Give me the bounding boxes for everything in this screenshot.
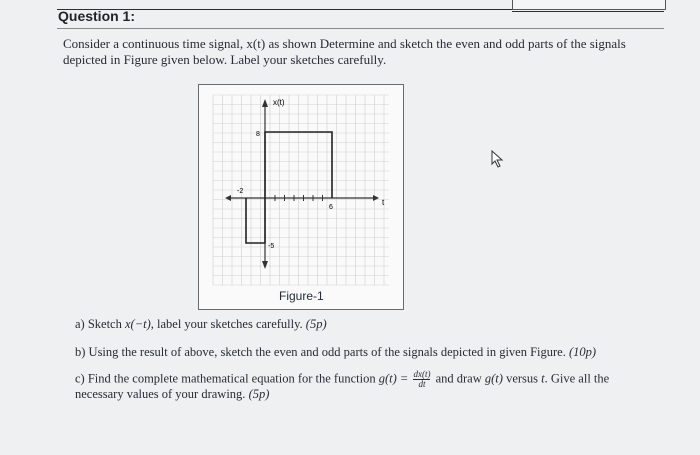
x-axis-label: t xyxy=(382,198,385,207)
fraction-numerator: dx(t) xyxy=(413,369,431,379)
title-divider xyxy=(57,28,664,29)
mouse-cursor-icon xyxy=(490,150,504,168)
item-a xyxy=(75,316,665,332)
y-axis-arrow-down xyxy=(262,261,268,269)
item-c-middle: and draw xyxy=(432,371,485,386)
tick-label-x-pos: 6 xyxy=(329,204,333,211)
top-rule-right xyxy=(512,11,664,12)
x-axis-arrow-right xyxy=(373,195,379,201)
item-c-points: (5p) xyxy=(248,387,270,401)
item-c-prefix: c) Find the complete mathematical equation for the function xyxy=(75,371,379,386)
item-a-math: x(−t) xyxy=(124,317,151,331)
tick-label-x-neg: -2 xyxy=(237,188,244,195)
tick-label-y-neg: -5 xyxy=(268,243,275,250)
item-a-prefix: a) Sketch xyxy=(75,317,125,331)
item-c-line2-text: necessary values of your drawing. xyxy=(75,387,249,401)
item-c-math3: t xyxy=(541,371,545,386)
item-b-text: b) Using the result of above, sketch the even and odd parts of the signals depicted in given Figure. xyxy=(75,345,569,359)
tick-label-y-pos: 8 xyxy=(256,131,260,138)
question-intro: Consider a continuous time signal, x(t) as shown Determine and sketch the even and odd parts of the signals depicted in Figure given below. Label your sketches carefully. xyxy=(63,36,626,67)
item-b-points: (10p) xyxy=(568,345,597,359)
signal-plot xyxy=(199,85,403,309)
item-c-end: . Give all the xyxy=(544,371,610,386)
item-c-math2: g(t) xyxy=(484,371,503,386)
item-c-versus: versus xyxy=(502,371,542,386)
item-c-line2 xyxy=(75,386,665,402)
item-b xyxy=(75,344,665,360)
y-axis-label: x(t) xyxy=(273,98,285,107)
question-title: Question 1: xyxy=(58,8,136,24)
figure-1 xyxy=(198,84,404,310)
figure-caption: Figure-1 xyxy=(279,289,324,303)
item-c-lhs: g(t) = xyxy=(378,371,409,386)
fraction-denominator: dt xyxy=(418,379,426,389)
item-a-points: (5p) xyxy=(305,317,327,331)
item-a-rest: , label your sketches carefully. xyxy=(150,317,306,331)
y-axis-arrow-up xyxy=(262,99,268,107)
top-header-box xyxy=(512,0,666,10)
x-axis-arrow-left xyxy=(225,195,231,201)
